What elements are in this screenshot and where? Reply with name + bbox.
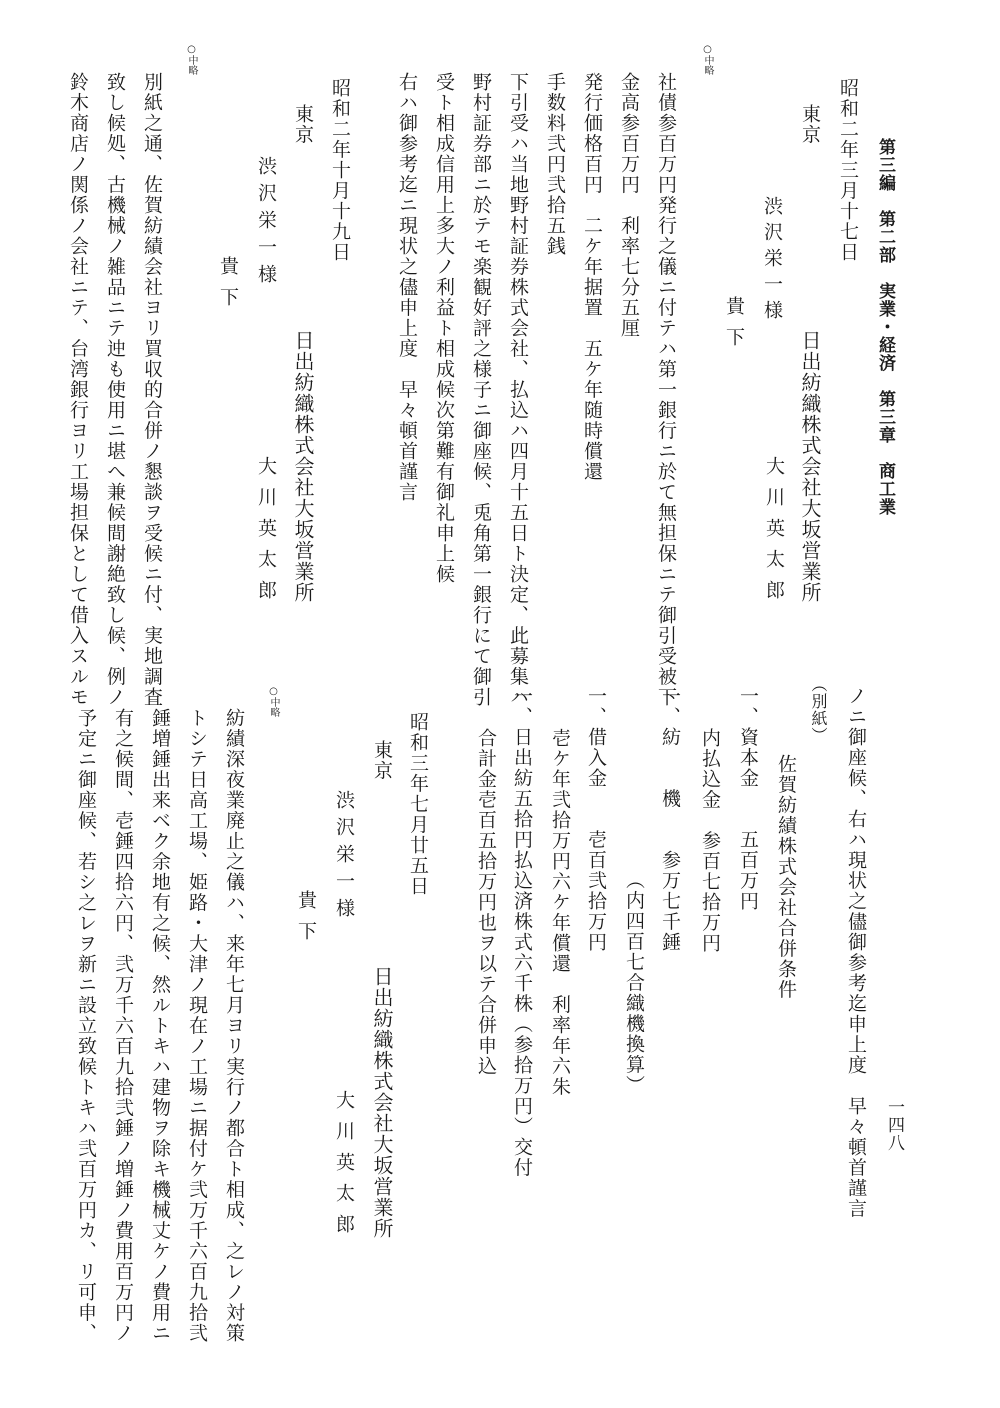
letter2-sender: 大川英太郎 — [255, 456, 277, 611]
body1-line-6: 野村証券部ニ於テモ楽観好評之様子ニ御座候、兎角第一銀行にて御引 — [470, 72, 492, 708]
body1-line-2: 金高参百万円 利率七分五厘 — [618, 72, 640, 339]
conditions-title: 佐賀紡績株式会社合併条件 — [775, 754, 797, 1000]
body1-line-1: 社債参百万円発行之儀ニ付テハ第一銀行ニ於て無担保ニテ御引受被下 — [655, 72, 677, 708]
body3-line-5: 予定ニ御座候、若シ之レヲ新ニ設立致候トキハ弐百万円カ、リ可申、 — [75, 708, 97, 1344]
condition-paid-in: 内払込金 参百七拾万円 — [699, 728, 721, 954]
omission-mark-2: ○中略 — [186, 44, 197, 75]
letter1-addressee: 渋沢栄一様 — [761, 196, 783, 326]
letter3-company: 日出紡織株式会社大坂営業所 — [370, 966, 394, 1239]
continuation-line: ノニ御座候、右ハ現状之儘御参考迄申上度 早々頓首謹言 — [845, 686, 867, 1219]
body1-line-5: 下引受ハ当地野村証券株式会社、払込ハ四月十五日ト決定、此募集ハ — [507, 72, 529, 708]
body3-line-1: 紡績深夜業廃止之儀ハ、来年七月ヨリ実行ノ都合ト相成、之レノ対策 — [223, 708, 245, 1344]
condition-total: 合計金壱百五拾万円也ヲ以テ合併申込 — [475, 728, 497, 1077]
body3-line-2: トシテ日高工場、姫路・大津ノ現在ノ工場ニ据付ケ弐万千六百九拾弐 — [186, 708, 208, 1344]
letter3-date: 昭和三年七月廿五日 — [407, 712, 429, 897]
letter1-company: 日出紡織株式会社大坂営業所 — [798, 330, 822, 603]
condition-shares: 一、日出紡五拾円払込済株式六千株（参拾万円）交付 — [511, 686, 533, 1178]
body1-line-8: 右ハ御参考迄ニ現状之儘申上度 早々頓首謹言 — [396, 72, 418, 503]
letter2-company: 日出紡織株式会社大坂営業所 — [291, 330, 315, 603]
omission-mark-3: ○中略 — [268, 686, 279, 717]
letter1-sender: 大川英太郎 — [763, 456, 785, 611]
letter2-city: 東京 — [292, 104, 314, 145]
condition-spindles-note: （内四百七合織機換算） — [623, 870, 645, 1096]
condition-loan: 一、借入金 壱百弐拾万円 — [585, 686, 607, 953]
letter2-honorific: 貴下 — [217, 256, 239, 318]
page-number: 一四八 — [884, 1098, 904, 1152]
body1-line-3: 発行価格百円 二ケ年据置 五ケ年随時償還 — [581, 72, 603, 482]
running-header: 第三編 第二部 実業・経済 第三章 商工業 — [875, 138, 895, 516]
body1-line-7: 受ト相成信用上多大ノ利益ト相成候次第難有御礼申上候 — [433, 72, 455, 585]
letter1-city: 東京 — [799, 104, 821, 145]
omission-mark-1: ○中略 — [702, 44, 713, 75]
letter1-honorific: 貴下 — [723, 296, 745, 358]
condition-spindles: 一、紡 機 参万七千錘 — [659, 686, 681, 953]
body2-line-2: 致し候処、古機械ノ雑品ニテ迚も使用ニ堪へ兼候間謝絶致し候、例ノ — [104, 72, 126, 708]
body2-line-1: 別紙之通、佐賀紡績会社ヨリ買収的合併ノ懇談ヲ受候ニ付、実地調査 — [141, 72, 163, 708]
body3-line-3: 錘増錘出来ベク余地有之候、然ルトキハ建物ヲ除キ機械丈ケノ費用ニ — [149, 708, 171, 1344]
letter1-date: 昭和二年三月十七日 — [837, 78, 859, 263]
letter3-honorific: 貴下 — [295, 890, 317, 952]
letter3-addressee: 渋沢栄一様 — [333, 790, 355, 925]
letter3-sender: 大川英太郎 — [333, 1090, 355, 1245]
letter2-addressee: 渋沢栄一様 — [255, 156, 277, 291]
letter3-city: 東京 — [371, 740, 393, 781]
condition-loan-terms: 壱ケ年弐拾万円六ケ年償還 利率年六朱 — [549, 728, 571, 1097]
body3-line-4: 有之候間、壱錘四拾六円、弐万千六百九拾弐錘ノ増錘ノ費用百万円ノ — [112, 708, 134, 1344]
condition-capital: 一、資本金 五百万円 — [737, 686, 759, 912]
body1-line-4: 手数料弐円弐拾五銭 — [544, 72, 566, 257]
attachment-label: （別紙） — [809, 676, 828, 744]
body2-line-3: 鈴木商店ノ関係ノ会社ニテ、台湾銀行ヨリ工場担保として借入スルモ — [67, 72, 89, 708]
letter2-date: 昭和二年十月十九日 — [329, 78, 351, 263]
